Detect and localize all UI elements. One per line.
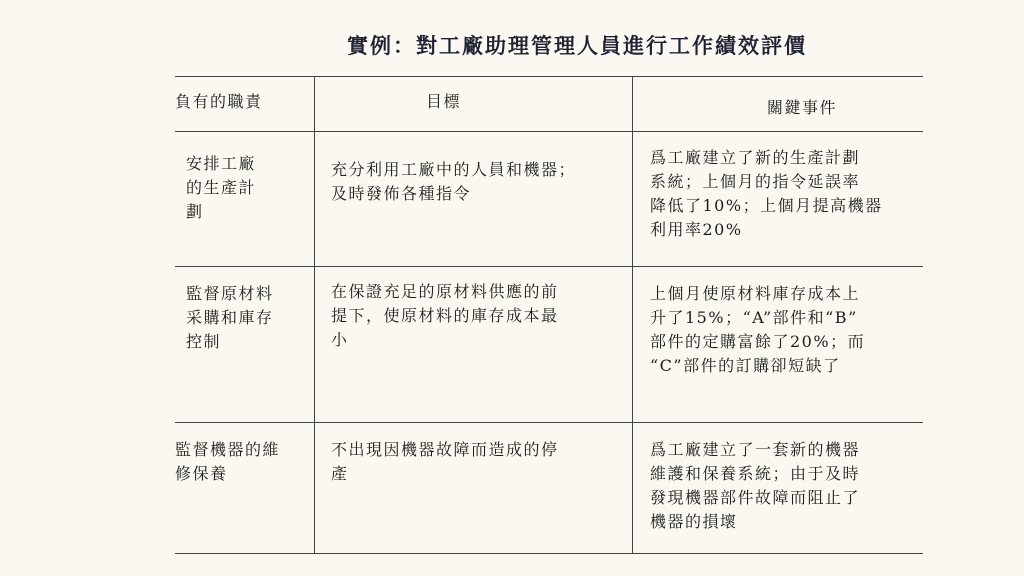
row1-event: 爲工廠建立了新的生產計劃 系統；上個月的指令延誤率 降低了10%；上個月提高機器 利用率20% xyxy=(650,148,883,239)
row3-duty: 監督機器的維 修保養 xyxy=(175,440,281,483)
row3-goal: 不出現因機器故障而造成的停 產 xyxy=(331,440,559,483)
table-top-border xyxy=(175,76,923,77)
row1-goal: 充分利用工廠中的人員和機器； 及時發佈各種指令 xyxy=(331,160,577,203)
header-duty: 負有的職責 xyxy=(175,92,263,111)
row1-duty: 安排工廠 的生產計 劃 xyxy=(186,154,257,221)
row-divider xyxy=(175,422,923,423)
column-divider xyxy=(314,76,315,554)
row2-duty: 監督原材料 采購和庫存 控制 xyxy=(186,284,274,351)
row-divider xyxy=(175,266,923,267)
header-key-event: 關鍵事件 xyxy=(767,98,838,117)
row3-event: 爲工廠建立了一套新的機器 維護和保養系統；由于及時 發現機器部件故障而阻止了 機器的損壞 xyxy=(650,440,861,531)
row2-goal: 在保證充足的原材料供應的前 提下，使原材料的庫存成本最 小 xyxy=(331,282,559,349)
header-goal: 目標 xyxy=(426,92,462,111)
row2-event: 上個月使原材料庫存成本上 升了15%；“A”部件和“B” 部件的定購富餘了20%；而 “C”部件的訂購卻短缺了 xyxy=(650,284,866,375)
performance-table xyxy=(175,76,923,554)
column-divider xyxy=(632,76,633,554)
slide-title: 實例：對工廠助理管理人員進行工作績效評價 xyxy=(347,33,807,58)
row-divider xyxy=(175,131,923,132)
table-bottom-border xyxy=(175,553,923,554)
